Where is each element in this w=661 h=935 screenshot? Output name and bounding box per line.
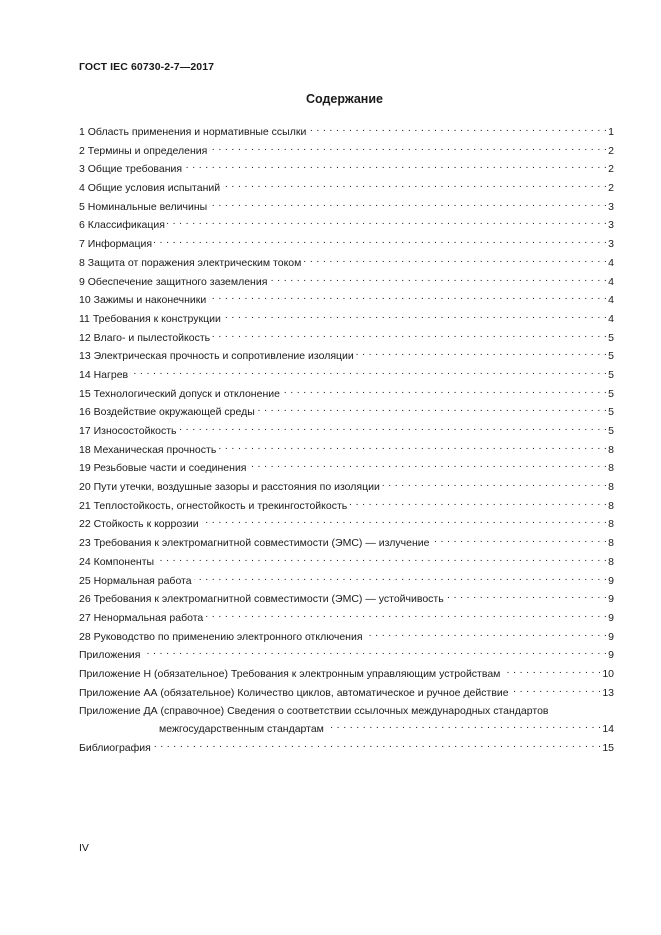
toc-entry-text: Приложение Н (обязательное) Требования к электронным управляющим устройствам	[79, 667, 501, 680]
toc-entry-page: 15	[602, 742, 614, 755]
page-title: Содержание	[305, 92, 383, 106]
toc-entry-page: 3	[608, 219, 614, 232]
toc-entry-page: 5	[608, 387, 614, 400]
toc-entry-page: 5	[608, 425, 614, 437]
toc-leader-dots	[154, 235, 607, 247]
toc-entry-page: 8	[608, 481, 614, 494]
toc-entry-page: 2	[608, 182, 614, 195]
toc-entry-page: 8	[608, 499, 614, 512]
toc-entry-page: 9	[608, 611, 614, 624]
toc-entry-text-continued: межгосударственным стандартам	[159, 723, 324, 736]
toc-entry-text: 6 Классификация	[79, 219, 165, 232]
toc-entry-page: 5	[608, 406, 614, 419]
toc-entry-text: 18 Механическая прочность	[79, 443, 217, 456]
toc-entry[interactable]	[79, 553, 614, 572]
toc-entry-text: Библиография	[79, 742, 151, 755]
toc-entry-page: 2	[608, 163, 614, 176]
document-header: ГОСТ IEC 60730-2-7—2017	[79, 61, 215, 73]
toc-entry-text: 19 Резьбовые части и соединения	[79, 462, 247, 475]
toc-leader-dots	[349, 497, 607, 509]
toc-entry[interactable]	[79, 347, 614, 366]
toc-entry-text: 12 Влаго- и пылестойкость	[79, 331, 211, 344]
toc-entry-text: 10 Зажимы и наконечники	[79, 294, 207, 307]
toc-entry-page: 8	[608, 537, 614, 550]
toc-entry-page: 10	[602, 667, 614, 680]
toc-entry[interactable]	[79, 628, 614, 647]
toc-leader-dots	[194, 572, 608, 584]
toc-leader-dots	[223, 310, 607, 322]
toc-leader-dots	[153, 739, 601, 751]
toc-entry-text: 27 Ненормальная работа	[79, 611, 204, 624]
toc-entry[interactable]	[79, 497, 614, 516]
toc-leader-dots	[257, 403, 607, 415]
toc-entry[interactable]	[79, 403, 614, 422]
toc-leader-dots	[209, 198, 607, 210]
toc-leader-dots	[365, 628, 608, 640]
toc-entry-page: 8	[608, 555, 614, 568]
toc-entry-appendix-da[interactable]	[79, 702, 614, 738]
toc-entry[interactable]	[79, 366, 614, 385]
toc-entry-page: 4	[608, 312, 614, 325]
toc-entry-text: 4 Общие условия испытаний	[79, 182, 221, 195]
toc-leader-dots	[209, 142, 607, 154]
toc-entry[interactable]	[79, 478, 614, 497]
toc-entry-page: 5	[608, 331, 614, 344]
toc-leader-dots	[249, 459, 608, 471]
toc-entry[interactable]	[79, 142, 614, 161]
toc-entry-text: 28 Руководство по применению электронного отключения	[79, 630, 363, 643]
toc-entry-page: 9	[608, 593, 614, 606]
toc-entry[interactable]	[79, 329, 614, 348]
toc-entry[interactable]	[79, 160, 614, 179]
toc-entry[interactable]	[79, 684, 614, 703]
toc-leader-dots	[167, 216, 607, 228]
toc-entry-page: 5	[608, 350, 614, 363]
toc-entry-page: 9	[608, 574, 614, 587]
toc-entry-page: 8	[608, 443, 614, 456]
toc-entry-page: 8	[608, 518, 614, 531]
toc-entry-text: 14 Нагрев	[79, 368, 129, 381]
toc-entry-text: 8 Защита от поражения электрическим током	[79, 256, 302, 269]
toc-entry-text: Приложение ДА (справочное) Сведения о соответствии ссылочных международных стандартов	[79, 705, 549, 718]
toc-entry[interactable]	[79, 385, 614, 404]
toc-entry-page: 1	[608, 126, 614, 138]
toc-leader-dots	[282, 385, 607, 397]
toc-entry-bibliography[interactable]	[79, 739, 614, 758]
toc-entry-page: 13	[602, 686, 614, 699]
toc-entry-text: 2 Термины и определения	[79, 144, 208, 157]
toc-entry-page: 14	[602, 723, 614, 736]
toc-entry[interactable]	[79, 646, 614, 665]
toc-entry-text: Приложение АА (обязательное) Количество циклов, автоматическое и ручное действие	[79, 686, 509, 699]
toc-leader-dots	[511, 684, 602, 696]
toc-entry[interactable]	[79, 273, 614, 292]
toc-entry[interactable]	[79, 123, 614, 142]
toc-entry-text: Приложения	[79, 649, 141, 662]
toc-entry-text: 15 Технологический допуск и отклонение	[79, 387, 280, 400]
toc-leader-dots	[432, 534, 608, 546]
toc-entry-text: 26 Требования к электромагнитной совместимости (ЭМС) — устойчивость	[79, 593, 444, 606]
toc-entry[interactable]	[79, 254, 614, 273]
toc-entry[interactable]	[79, 310, 614, 329]
toc-leader-dots	[356, 347, 607, 359]
toc-leader-dots	[142, 646, 607, 658]
toc-entry[interactable]	[79, 459, 614, 478]
toc-leader-dots	[212, 329, 607, 341]
toc-leader-dots	[201, 515, 608, 527]
toc-entry[interactable]	[79, 216, 614, 235]
toc-entry[interactable]	[79, 422, 614, 441]
toc-entry-text: 23 Требования к электромагнитной совместимости (ЭМС) — излучение	[79, 537, 430, 550]
toc-entry-page: 9	[608, 649, 614, 662]
toc-entry-text: 5 Номинальные величины	[79, 200, 208, 213]
toc-entry-page: 2	[608, 144, 614, 157]
toc-leader-dots	[382, 478, 607, 490]
toc-entry-text: 13 Электрическая прочность и сопротивление изоляции	[79, 350, 354, 363]
toc-leader-dots	[308, 123, 607, 135]
toc-entry-text: 7 Информация	[79, 238, 153, 251]
toc-entry[interactable]	[79, 291, 614, 310]
toc-leader-dots	[446, 590, 607, 602]
toc-entry[interactable]	[79, 235, 614, 254]
toc-leader-dots	[218, 441, 607, 453]
toc-entry[interactable]	[79, 441, 614, 460]
toc-entry-text: 20 Пути утечки, воздушные зазоры и расстояния по изоляции	[79, 481, 380, 494]
toc-leader-dots	[179, 422, 608, 434]
toc-entry-page: 4	[608, 294, 614, 307]
toc-entry[interactable]	[79, 534, 614, 553]
toc-entry[interactable]	[79, 198, 614, 217]
toc-entry[interactable]	[79, 515, 614, 534]
toc-entry-page: 3	[608, 238, 614, 251]
toc-entry-text: 11 Требования к конструкции	[79, 312, 221, 325]
toc-leader-dots	[205, 609, 607, 621]
toc-leader-dots	[222, 179, 607, 191]
toc-entry-text: 24 Компоненты	[79, 555, 155, 568]
toc-entry[interactable]	[79, 572, 614, 591]
toc-leader-dots	[303, 254, 607, 266]
toc-entry-page: 5	[608, 368, 614, 381]
toc-leader-dots	[208, 291, 607, 303]
table-of-contents	[79, 123, 614, 758]
toc-leader-dots	[502, 665, 601, 677]
toc-leader-dots	[326, 720, 601, 732]
toc-entry-page: 4	[608, 275, 614, 288]
toc-leader-dots	[130, 366, 607, 378]
toc-entry-text: 3 Общие требования	[79, 163, 183, 176]
toc-entry-page: 4	[608, 256, 614, 269]
toc-entry-text: 22 Стойкость к коррозии	[79, 518, 199, 531]
toc-entry[interactable]	[79, 179, 614, 198]
toc-entry-text: 1 Область применения и нормативные ссылки	[79, 126, 307, 138]
toc-entry-text: 9 Обеспечение защитного заземления	[79, 275, 268, 288]
toc-entry-text: 25 Нормальная работа	[79, 574, 192, 587]
toc-leader-dots	[156, 553, 607, 565]
toc-entry-page: 9	[608, 630, 614, 643]
toc-leader-dots	[184, 160, 607, 172]
page-number: IV	[79, 842, 89, 854]
toc-entry[interactable]	[79, 590, 614, 609]
toc-entry-page: 8	[608, 462, 614, 475]
toc-entry-text: 21 Теплостойкость, огнестойкость и трекингостойкость	[79, 499, 348, 512]
toc-entry-text: 16 Воздействие окружающей среды	[79, 406, 255, 419]
toc-entry[interactable]	[79, 609, 614, 628]
toc-entry-text: 17 Износостойкость	[79, 425, 177, 437]
toc-leader-dots	[269, 273, 607, 285]
toc-entry-page: 3	[608, 200, 614, 213]
toc-entry[interactable]	[79, 665, 614, 684]
